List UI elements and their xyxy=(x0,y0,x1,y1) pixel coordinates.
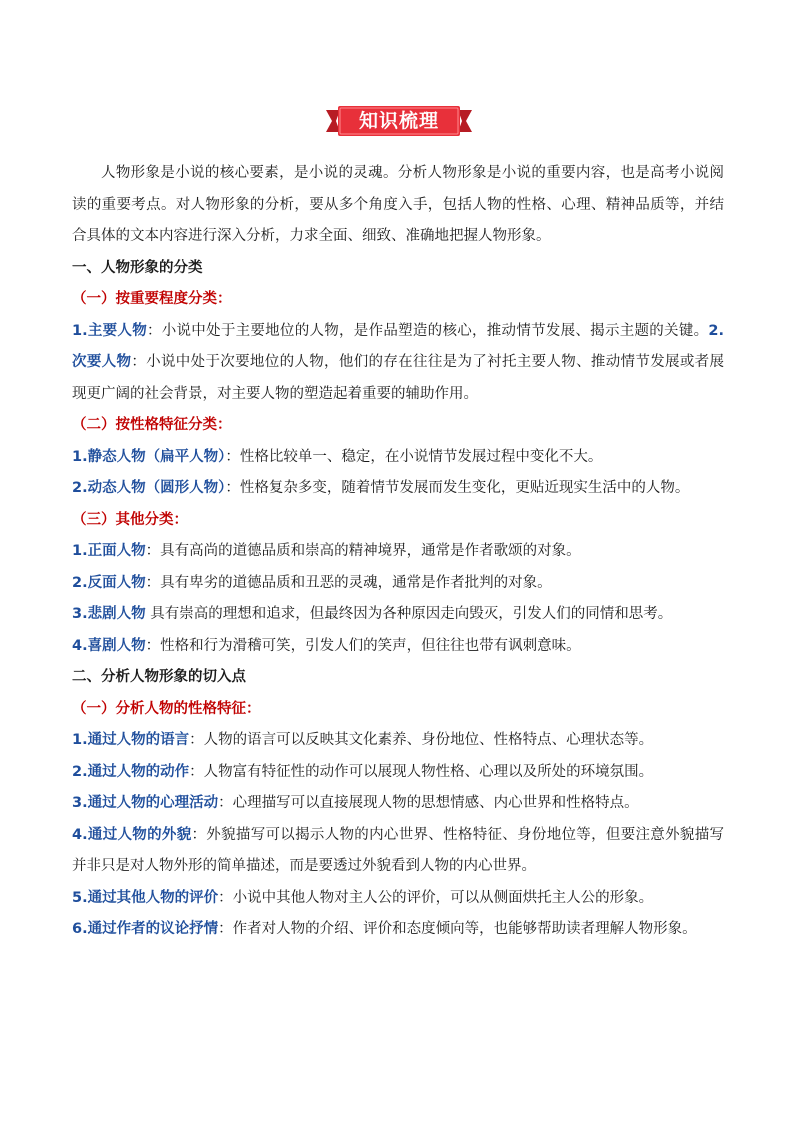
item-text: ：性格和行为滑稽可笑，引发人们的笑声，但往往也带有讽刺意味。 xyxy=(145,637,581,654)
list-item xyxy=(72,536,724,568)
item-label: 2.次要人物 xyxy=(72,322,724,370)
list-item xyxy=(72,820,724,883)
item-text: ：具有高尚的道德品质和崇高的精神境界，通常是作者歌颂的对象。 xyxy=(145,543,581,559)
item-label: 4.喜剧人物 xyxy=(72,637,146,654)
item-label: 2.反面人物 xyxy=(72,574,146,591)
list-item xyxy=(72,725,724,757)
item-label: 2.通过人物的动作 xyxy=(72,763,190,780)
item-label: 1.静态人物（扁平人物） xyxy=(72,448,226,465)
banner-area xyxy=(72,100,724,144)
item-text: ：外貌描写可以揭示人物的内心世界、性格特征、身份地位等，但要注意外貌描写并非只是对人物外形的简单描述，而是要透过外貌看到人物的内心世界。 xyxy=(72,826,724,874)
item-text: ：具有卑劣的道德品质和丑恶的灵魂，通常是作者批判的对象。 xyxy=(145,574,552,591)
knowledge-banner xyxy=(326,104,472,138)
item-label: 1.通过人物的语言 xyxy=(72,732,190,748)
section-heading-classification: 一、人物形象的分类 xyxy=(72,259,203,276)
item-text: ：人物富有特征性的动作可以展现人物性格、心理以及所处的环境氛围。 xyxy=(189,763,654,780)
subheading-personality: （二）按性格特征分类： xyxy=(72,417,232,433)
item-text: ：小说中处于次要地位的人物，他们的存在往往是为了衬托主要人物、推动情节发展或者展现更广阔的社会背景，对主要人物的塑造起着重要的辅助作用。 xyxy=(72,354,725,402)
item-label: 6.通过作者的议论抒情 xyxy=(72,921,219,937)
list-item xyxy=(72,788,724,820)
list-item xyxy=(72,442,724,474)
item-label: 1.正面人物 xyxy=(72,543,146,559)
item-main-and-minor-characters xyxy=(72,316,724,411)
item-text: ：性格比较单一、稳定，在小说情节发展过程中变化不大。 xyxy=(225,448,603,465)
item-label: 4.通过人物的外貌 xyxy=(72,826,192,843)
intro-paragraph: 人物形象是小说的核心要素，是小说的灵魂。分析人物形象是小说的重要内容，也是高考小说阅读的重要考点。对人物形象的分析，要从多个角度入手，包括人物的性格、心理、精神品质等，并结合具体的文本内容进行深入分析，力求全面、细致、准确地把握人物形象。 xyxy=(72,165,724,244)
item-text: ：人物的语言可以反映其文化素养、身份地位、性格特点、心理状态等。 xyxy=(189,732,654,748)
list-item xyxy=(72,757,724,789)
item-label: 3.通过人物的心理活动 xyxy=(72,795,219,811)
list-item xyxy=(72,631,724,663)
list-item xyxy=(72,568,724,600)
subheading-personality-analysis: （一）分析人物的性格特征： xyxy=(72,700,261,717)
banner-title: 知识梳理 xyxy=(358,110,439,132)
item-label: 1.主要人物 xyxy=(72,322,147,339)
list-item xyxy=(72,599,724,631)
list-item xyxy=(72,914,724,946)
item-label: 3.悲剧人物 xyxy=(72,606,146,622)
item-text: ：小说中处于主要地位的人物，是作品塑造的核心，推动情节发展、揭示主题的关键。 xyxy=(146,322,709,339)
document-page xyxy=(72,100,724,946)
item-text: 具有崇高的理想和追求，但最终因为各种原因走向毁灭，引发人们的同情和思考。 xyxy=(145,606,673,622)
subheading-other: （三）其他分类： xyxy=(72,511,188,528)
item-text: ：作者对人物的介绍、评价和态度倾向等，也能够帮助读者理解人物形象。 xyxy=(218,921,697,937)
list-item xyxy=(72,473,724,505)
item-label: 2.动态人物（圆形人物） xyxy=(72,480,226,496)
item-text: ：小说中其他人物对主人公的评价，可以从侧面烘托主人公的形象。 xyxy=(218,889,654,906)
item-text: ：心理描写可以直接展现人物的思想情感、内心世界和性格特点。 xyxy=(218,795,639,811)
section-heading-entry-points: 二、分析人物形象的切入点 xyxy=(72,669,246,685)
item-label: 5.通过其他人物的评价 xyxy=(72,889,219,906)
subheading-importance: （一）按重要程度分类： xyxy=(72,291,232,307)
list-item xyxy=(72,883,724,915)
item-text: ：性格复杂多变，随着情节发展而发生变化，更贴近现实生活中的人物。 xyxy=(225,480,690,496)
